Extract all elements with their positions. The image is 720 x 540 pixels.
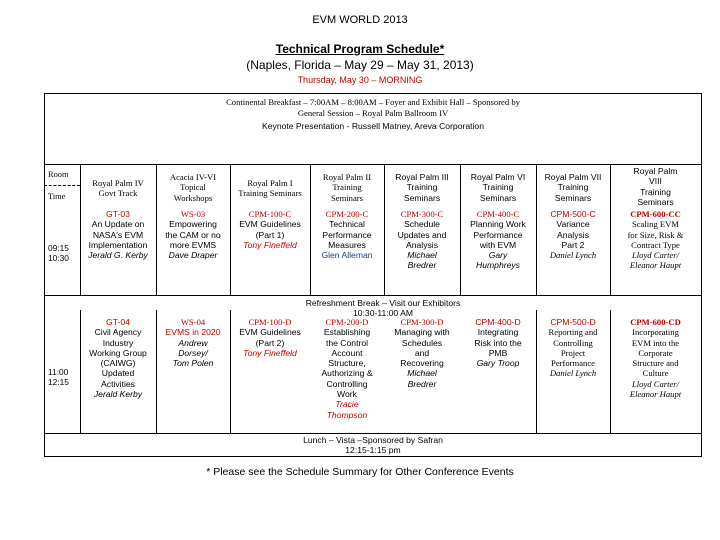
event-name: EVM WORLD 2013 <box>312 14 408 26</box>
room-header-royal-palm-ii: Royal Palm II Training Seminars <box>322 172 372 203</box>
lunch: Lunch – Vista –Sponsored by Safran 12:15-1:15 pm <box>303 435 443 456</box>
session1-cpm-300-c: CPM-300-C Schedule Updates and Analysis Michael Bredrer <box>397 209 447 271</box>
session2-cpm-300-d: CPM-300-D Managing with Schedules and Recovering Michael Bredrer <box>394 317 450 389</box>
session1-cpm-600-cc: CPM-600-CC Scaling EVM for Size, Risk & Contract Type Lloyd Carter/ Eleanor Haupt <box>627 209 684 271</box>
session2-time: 11:00 12:15 <box>48 367 69 387</box>
session2-cpm-200-d: CPM-200-D Establishing the Control Account Structure, Authorizing & Controlling Work Tracie Thompson <box>321 317 373 420</box>
room-header-royal-palm-vi: Royal Palm VI Training Seminars <box>470 172 526 203</box>
session1-cpm-200-c: CPM-200-C Technical Performance Measures Glen Alleman <box>321 209 373 261</box>
room-header-royal-palm-vii: Royal Palm VII Training Seminars <box>544 172 602 203</box>
time-label: Time <box>48 192 66 201</box>
opening-session <box>44 97 702 132</box>
refreshment-break: Refreshment Break – Visit our Exhibitors 10:30-11:00 AM <box>305 298 461 319</box>
room-header-acacia: Acacia IV-VI Topical Workshops <box>169 172 217 203</box>
footnote: * Please see the Schedule Summary for Other Conference Events <box>206 466 514 478</box>
room-header-royal-palm-iv: Royal Palm IV Govt Track <box>92 178 144 199</box>
room-header-royal-palm-viii: Royal Palm VIII Training Seminars <box>633 166 678 207</box>
location-dates: (Naples, Florida – May 29 – May 31, 2013) <box>246 58 474 72</box>
session1-ws-03: WS-03 Empowering the CAM or no more EVMS Dave Draper <box>165 209 221 261</box>
session1-time: 09:15 10:30 <box>48 243 69 263</box>
keynote-line: Keynote Presentation - Russell Matney, Areva Corporation <box>262 121 484 131</box>
session2-cpm-600-cd: CPM-600-CD Incorporating EVM into the Corporate Structure and Culture Lloyd Carter/ Eleanor Haupt <box>629 317 682 400</box>
day-heading: Thursday, May 30 – MORNING <box>297 75 423 85</box>
session2-gt-04: GT-04 Civil Agency Industry Working Group (CAIWG) Updated Activities Jerald Kerby <box>89 317 147 400</box>
general-session-line: General Session – Royal Palm Ballroom IV <box>297 107 449 118</box>
session1-gt-03: GT-03 An Update on NASA's EVM Implementation Jerald G. Kerby <box>88 209 148 261</box>
room-label: Room <box>48 170 69 179</box>
room-header-royal-palm-i: Royal Palm I Training Seminars <box>238 178 302 199</box>
session2-cpm-400-d: CPM-400-D Integrating Risk into the PMB Gary Troop <box>474 317 522 369</box>
session2-cpm-500-d: CPM-500-D Reporting and Controlling Project Performance Daniel Lynch <box>548 317 598 379</box>
breakfast-line: Continental Breakfast – 7:00AM – 8:00AM – Foyer and Exhibit Hall – Sponsored by <box>226 97 520 107</box>
session1-cpm-100-c: CPM-100-C EVM Guidelines (Part 1) Tony Fineffeld <box>239 209 301 250</box>
session1-cpm-400-c: CPM-400-C Planning Work Performance with EVM Gary Humphreys <box>470 209 526 271</box>
page-title: Technical Program Schedule* <box>275 42 445 56</box>
session2-cpm-100-d: CPM-100-D EVM Guidelines (Part 2) Tony Fineffeld <box>239 317 301 358</box>
session1-cpm-500-c: CPM-500-C Variance Analysis Part 2 Daniel Lynch <box>549 209 597 261</box>
room-header-royal-palm-iii: Royal Palm III Training Seminars <box>395 172 449 203</box>
session2-ws-04: WS-04 EVMS in 2020 Andrew Dorsey/ Tom Polen <box>165 317 221 369</box>
